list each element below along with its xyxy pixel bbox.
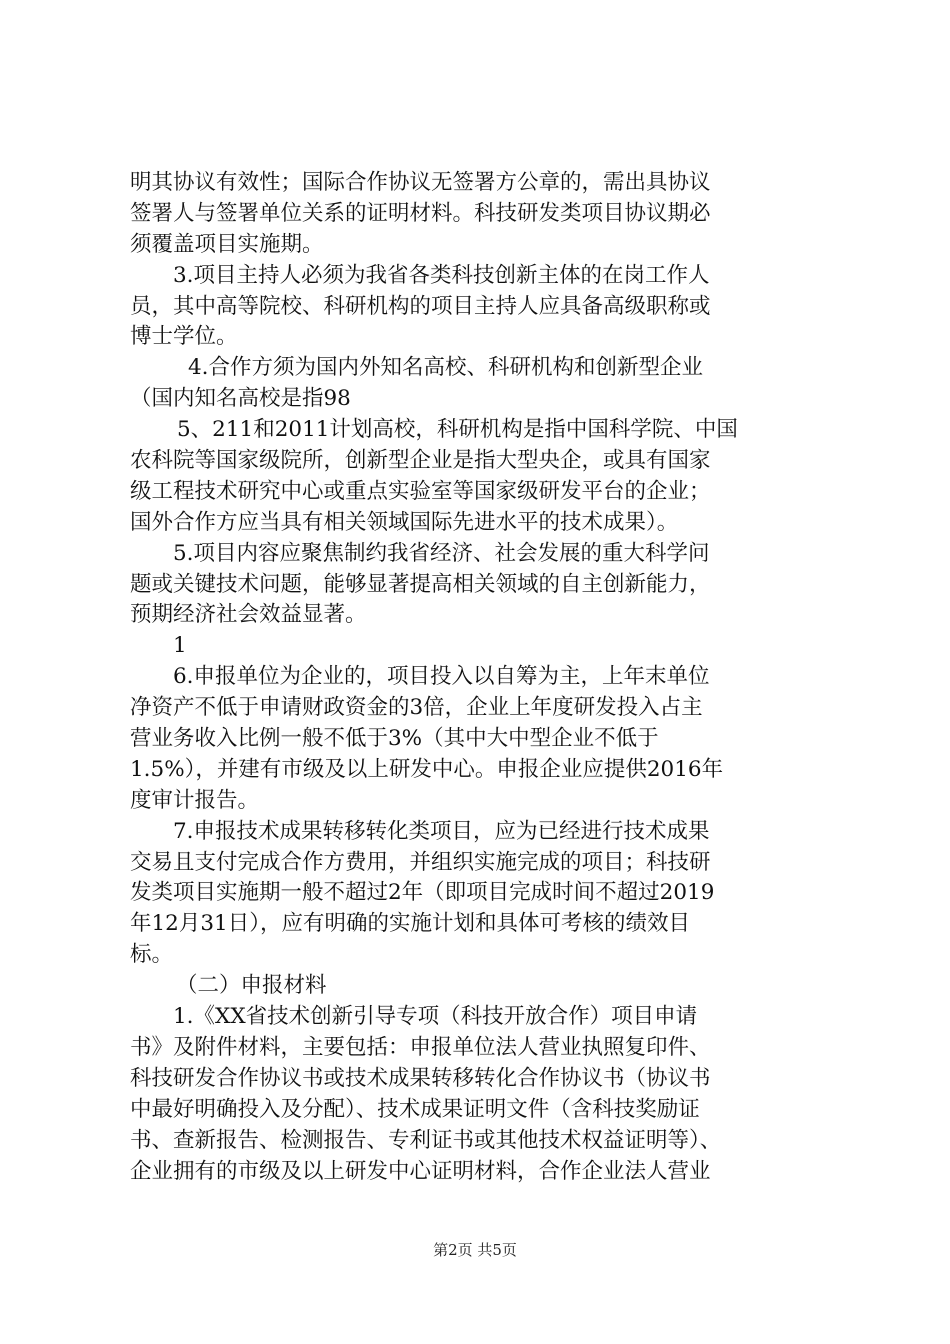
text-line: 7.申报技术成果转移转化类项目，应为已经进行技术成果: [173, 818, 710, 844]
text-line: 预期经济社会效益显著。: [130, 602, 367, 628]
text-line: 发类项目实施期一般不超过2年（即项目完成时间不超过2019: [130, 880, 715, 906]
body-text: [130, 168, 832, 1187]
text-line: 国外合作方应当具有相关领域国际先进水平的技术成果）。: [130, 509, 679, 535]
text-line: 6.申报单位为企业的，项目投入以自筹为主，上年末单位: [173, 664, 710, 690]
text-line: 题或关键技术问题，能够显著提高相关领域的自主创新能力，: [130, 571, 711, 597]
page-footer: 第2页 共5页: [433, 1241, 517, 1259]
text-line: 级工程技术研究中心或重点实验室等国家级研发平台的企业；: [130, 478, 711, 504]
text-line: 5.项目内容应聚焦制约我省经济、社会发展的重大科学问: [173, 540, 710, 566]
text-line: 年12月31日），应有明确的实施计划和具体可考核的绩效目: [130, 911, 690, 937]
text-line: 书、查新报告、检测报告、专利证书或其他技术权益证明等）、: [130, 1127, 722, 1153]
text-line: 农科院等国家级院所，创新型企业是指大型央企，或具有国家: [130, 448, 711, 474]
text-line: 度审计报告。: [130, 787, 260, 813]
text-line: 须覆盖项目实施期。: [130, 231, 324, 257]
text-line: 4.合作方须为国内外知名高校、科研机构和创新型企业: [188, 355, 704, 381]
text-line: 博士学位。: [130, 324, 238, 350]
text-line: （国内知名高校是指98: [130, 386, 351, 412]
text-line: 营业务收入比例一般不低于3%（其中大中型企业不低于: [130, 726, 659, 752]
text-line: 1.5%），并建有市级及以上研发中心。申报企业应提供2016年: [130, 756, 724, 782]
text-line: 中最好明确投入及分配）、技术成果证明文件（含科技奖励证: [130, 1096, 700, 1122]
text-line: 员，其中高等院校、科研机构的项目主持人应具备高级职称或: [130, 293, 711, 319]
text-line: 签署人与签署单位关系的证明材料。科技研发类项目协议期必: [130, 200, 711, 226]
text-line: 标。: [130, 942, 174, 968]
text-line: （二）申报材料: [176, 973, 327, 999]
text-line: 3.项目主持人必须为我省各类科技创新主体的在岗工作人: [173, 262, 710, 288]
text-line: 明其协议有效性；国际合作协议无签署方公章的，需出具协议: [130, 170, 711, 195]
text-line: 企业拥有的市级及以上研发中心证明材料，合作企业法人营业: [130, 1158, 711, 1184]
text-line: 书》及附件材料，主要包括：申报单位法人营业执照复印件、: [130, 1034, 711, 1060]
text-line: 交易且支付完成合作方费用，并组织实施完成的项目；科技研: [130, 849, 711, 875]
text-line: 1.《XX省技术创新引导专项（科技开放合作）项目申请: [173, 1004, 698, 1030]
text-line: 科技研发合作协议书或技术成果转移转化合作协议书（协议书: [130, 1065, 711, 1091]
text-line: 1: [173, 633, 187, 659]
text-line: 5、211和2011计划高校，科研机构是指中国科学院、中国: [177, 417, 738, 443]
text-line: 净资产不低于申请财政资金的3倍，企业上年度研发投入占主: [130, 695, 703, 721]
